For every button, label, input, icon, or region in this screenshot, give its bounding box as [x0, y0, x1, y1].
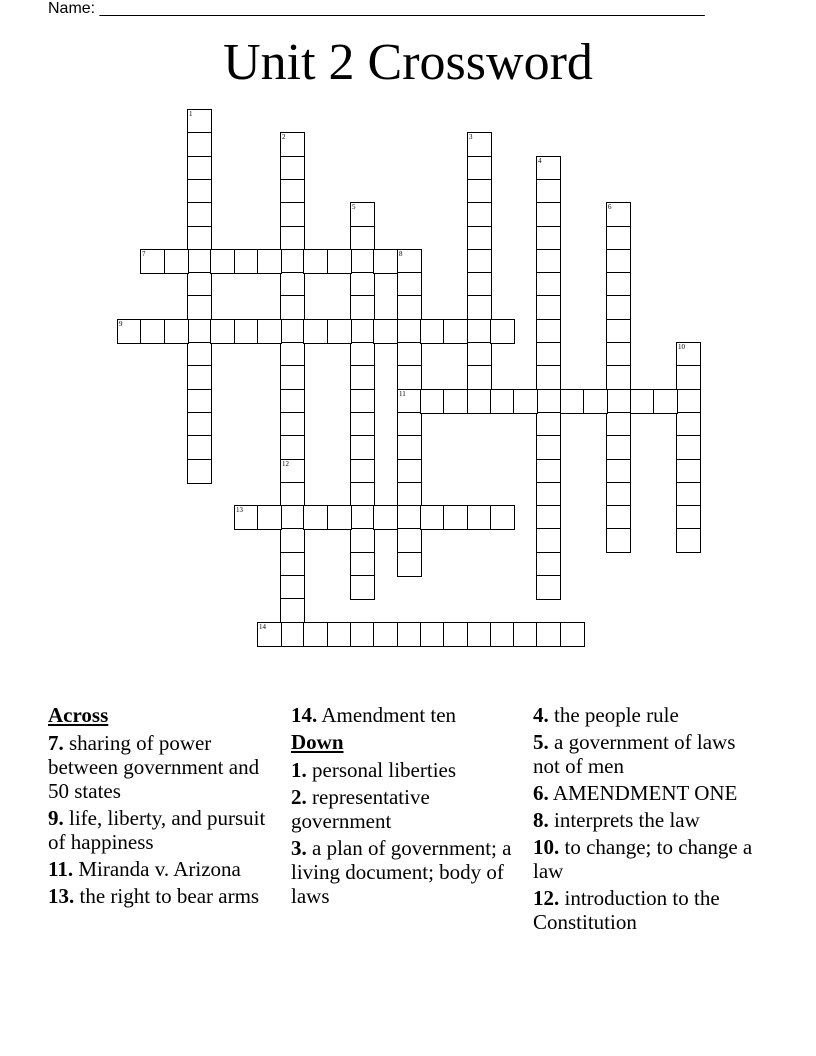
crossword-cell — [397, 272, 422, 297]
crossword-cell — [234, 249, 259, 274]
crossword-cell — [467, 389, 492, 414]
crossword-cell — [280, 389, 305, 414]
crossword-cell — [536, 622, 561, 647]
crossword-cell — [536, 389, 561, 414]
crossword-cell — [536, 179, 561, 204]
crossword-cell — [280, 552, 305, 577]
crossword-cell — [350, 249, 375, 274]
crossword-cell — [606, 249, 631, 274]
crossword-cell — [187, 389, 212, 414]
crossword-cell — [536, 342, 561, 367]
crossword-cell — [606, 435, 631, 460]
clue-number: 14 — [259, 623, 266, 631]
crossword-cell — [257, 249, 282, 274]
crossword-cell — [373, 622, 398, 647]
crossword-cell — [280, 482, 305, 507]
crossword-cell — [536, 319, 561, 344]
crossword-cell — [350, 226, 375, 251]
crossword-cell — [280, 365, 305, 390]
crossword-cell — [280, 575, 305, 600]
crossword-cell — [303, 505, 328, 530]
down-heading: Down — [291, 730, 344, 754]
crossword-cell — [676, 505, 701, 530]
crossword-cell — [490, 505, 515, 530]
crossword-cell — [606, 295, 631, 320]
clue-number: 11 — [399, 390, 406, 398]
crossword-cell — [536, 482, 561, 507]
crossword-cell — [187, 459, 212, 484]
crossword-cell — [257, 319, 282, 344]
clue-number: 7 — [142, 250, 146, 258]
clue-number: 2 — [282, 133, 286, 141]
crossword-cell — [350, 295, 375, 320]
crossword-cell — [350, 575, 375, 600]
crossword-cell — [397, 389, 422, 414]
crossword-cell — [676, 435, 701, 460]
crossword-cell — [280, 295, 305, 320]
crossword-cell — [420, 319, 445, 344]
crossword-cell — [676, 459, 701, 484]
crossword-cell — [467, 132, 492, 157]
clue-across-7: 7. sharing of power between government and 50 states — [48, 731, 260, 803]
crossword-cell — [583, 389, 608, 414]
crossword-cell — [536, 249, 561, 274]
clue-down-6: 6. AMENDMENT ONE — [533, 781, 738, 805]
crossword-cell — [467, 272, 492, 297]
crossword-cell — [536, 272, 561, 297]
crossword-cell — [676, 528, 701, 553]
crossword-cell — [373, 249, 398, 274]
crossword-cell — [187, 156, 212, 181]
crossword-cell — [187, 435, 212, 460]
crossword-cell — [327, 249, 352, 274]
clue-number: 6 — [608, 203, 612, 211]
crossword-cell — [303, 622, 328, 647]
crossword-cell — [676, 482, 701, 507]
crossword-cell — [536, 156, 561, 181]
crossword-cell — [467, 342, 492, 367]
clue-across-13: 13. the right to bear arms — [48, 884, 260, 908]
clues-column-2 — [291, 703, 523, 911]
crossword-cell — [350, 319, 375, 344]
crossword-cell — [210, 319, 235, 344]
crossword-cell — [420, 389, 445, 414]
crossword-cell — [397, 319, 422, 344]
crossword-cell — [676, 342, 701, 367]
crossword-cell — [397, 505, 422, 530]
crossword-cell — [606, 389, 631, 414]
crossword-cell — [373, 319, 398, 344]
clue-across-14: 14. Amendment ten — [291, 703, 457, 727]
crossword-cell — [490, 389, 515, 414]
crossword-cell — [536, 412, 561, 437]
crossword-cell — [187, 226, 212, 251]
crossword-cell — [606, 202, 631, 227]
crossword-cell — [234, 319, 259, 344]
clue-down-8: 8. interprets the law — [533, 808, 700, 832]
crossword-cell — [350, 389, 375, 414]
crossword-cell — [350, 272, 375, 297]
clue-number: 5 — [352, 203, 356, 211]
crossword-cell — [280, 272, 305, 297]
crossword-cell — [187, 202, 212, 227]
crossword-cell — [443, 622, 468, 647]
crossword-cell — [467, 202, 492, 227]
crossword-cell — [187, 319, 212, 344]
crossword-cell — [350, 435, 375, 460]
crossword-cell — [187, 109, 212, 134]
crossword-cell — [606, 272, 631, 297]
crossword-cell — [303, 319, 328, 344]
crossword-cell — [467, 365, 492, 390]
crossword-cell — [397, 459, 422, 484]
crossword-cell — [443, 389, 468, 414]
crossword-cell — [280, 459, 305, 484]
crossword-cell — [187, 365, 212, 390]
clue-down-3: 3. a plan of government; a living document; body of laws — [291, 836, 512, 908]
crossword-cell — [443, 319, 468, 344]
crossword-cell — [467, 295, 492, 320]
crossword-cell — [350, 412, 375, 437]
crossword-cell — [280, 132, 305, 157]
clue-across-11: 11. Miranda v. Arizona — [48, 857, 241, 881]
clues-section — [0, 703, 816, 1003]
crossword-cell — [350, 552, 375, 577]
crossword-cell — [606, 319, 631, 344]
crossword-cell — [397, 365, 422, 390]
crossword-cell — [280, 156, 305, 181]
crossword-cell — [187, 342, 212, 367]
clue-number: 10 — [678, 343, 685, 351]
crossword-cell — [606, 505, 631, 530]
crossword-cell — [397, 412, 422, 437]
clue-down-5: 5. a government of laws not of men — [533, 730, 736, 778]
crossword-cell — [606, 482, 631, 507]
clues-column-3 — [533, 703, 765, 937]
clue-down-12: 12. introduction to the Constitution — [533, 886, 720, 934]
crossword-cell — [234, 505, 259, 530]
crossword-cell — [536, 226, 561, 251]
crossword-cell — [606, 459, 631, 484]
crossword-cell — [187, 132, 212, 157]
crossword-cell — [467, 156, 492, 181]
crossword-cell — [490, 319, 515, 344]
crossword-cell — [467, 319, 492, 344]
crossword-cell — [280, 202, 305, 227]
clue-number: 8 — [399, 250, 403, 258]
crossword-cell — [536, 295, 561, 320]
crossword-cell — [327, 319, 352, 344]
page-title: Unit 2 Crossword — [223, 34, 593, 91]
crossword-cell — [676, 365, 701, 390]
crossword-cell — [676, 412, 701, 437]
clue-number: 3 — [469, 133, 473, 141]
crossword-cell — [280, 622, 305, 647]
crossword-cell — [373, 505, 398, 530]
crossword-cell — [397, 622, 422, 647]
crossword-cell — [513, 622, 538, 647]
crossword-cell — [536, 505, 561, 530]
crossword-cell — [467, 249, 492, 274]
crossword-cell — [350, 365, 375, 390]
crossword-cell — [653, 389, 678, 414]
crossword-cell — [397, 435, 422, 460]
crossword-cell — [536, 528, 561, 553]
clue-down-4: 4. the people rule — [533, 703, 679, 727]
crossword-cell — [606, 342, 631, 367]
crossword-cell — [606, 365, 631, 390]
crossword-cell — [280, 319, 305, 344]
crossword-cell — [280, 226, 305, 251]
crossword-cell — [280, 179, 305, 204]
clue-number: 4 — [538, 157, 542, 165]
crossword-cell — [187, 272, 212, 297]
crossword-cell — [187, 412, 212, 437]
crossword-cell — [280, 412, 305, 437]
crossword-cell — [257, 505, 282, 530]
crossword-cell — [397, 249, 422, 274]
crossword-cell — [630, 389, 655, 414]
crossword-cell — [350, 482, 375, 507]
crossword-cell — [467, 622, 492, 647]
crossword-cell — [513, 389, 538, 414]
crossword-cell — [327, 505, 352, 530]
crossword-cell — [397, 528, 422, 553]
crossword-cell — [280, 435, 305, 460]
crossword-cell — [164, 319, 189, 344]
crossword-cell — [397, 482, 422, 507]
crossword-cell — [397, 295, 422, 320]
clue-down-1: 1. personal liberties — [291, 758, 457, 782]
crossword-cell — [140, 249, 165, 274]
crossword-cell — [536, 552, 561, 577]
crossword-cell — [164, 249, 189, 274]
crossword-cell — [280, 528, 305, 553]
crossword-cell — [467, 505, 492, 530]
crossword-cell — [280, 598, 305, 623]
crossword-cell — [536, 435, 561, 460]
clue-number: 9 — [119, 320, 123, 328]
crossword-cell — [676, 389, 701, 414]
clues-column-1 — [48, 703, 280, 911]
crossword-cell — [350, 622, 375, 647]
crossword-cell — [443, 505, 468, 530]
crossword-cell — [187, 179, 212, 204]
clue-number: 1 — [189, 110, 193, 118]
crossword-cell — [536, 575, 561, 600]
clue-number: 12 — [282, 460, 289, 468]
crossword-cell — [350, 342, 375, 367]
crossword-cell — [606, 226, 631, 251]
crossword-cell — [117, 319, 142, 344]
crossword-cell — [467, 179, 492, 204]
across-heading: Across — [48, 703, 109, 727]
clue-across-9: 9. life, liberty, and pursuit of happiness — [48, 806, 266, 854]
crossword-cell — [280, 505, 305, 530]
crossword-cell — [536, 365, 561, 390]
crossword-cell — [350, 459, 375, 484]
crossword-cell — [280, 342, 305, 367]
crossword-cell — [303, 249, 328, 274]
clue-number: 13 — [236, 506, 243, 514]
crossword-cell — [490, 622, 515, 647]
crossword-cell — [187, 249, 212, 274]
clue-down-2: 2. representative government — [291, 785, 430, 833]
crossword-cell — [536, 202, 561, 227]
crossword-cell — [397, 342, 422, 367]
crossword-cell — [536, 459, 561, 484]
crossword-cell — [606, 412, 631, 437]
crossword-cell — [187, 295, 212, 320]
crossword-cell — [467, 226, 492, 251]
clue-down-10: 10. to change; to change a law — [533, 835, 753, 883]
crossword-cell — [350, 528, 375, 553]
crossword-cell — [420, 505, 445, 530]
crossword-cell — [140, 319, 165, 344]
crossword-cell — [257, 622, 282, 647]
crossword-cell — [327, 622, 352, 647]
crossword-cell — [560, 389, 585, 414]
crossword-cell — [210, 249, 235, 274]
crossword-cell — [280, 249, 305, 274]
crossword-cell — [350, 202, 375, 227]
crossword-cell — [420, 622, 445, 647]
crossword-cell — [350, 505, 375, 530]
crossword-cell — [606, 528, 631, 553]
crossword-cell — [560, 622, 585, 647]
crossword-cell — [397, 552, 422, 577]
name-line: Name: ____________________________________________________________________ — [48, 0, 705, 17]
